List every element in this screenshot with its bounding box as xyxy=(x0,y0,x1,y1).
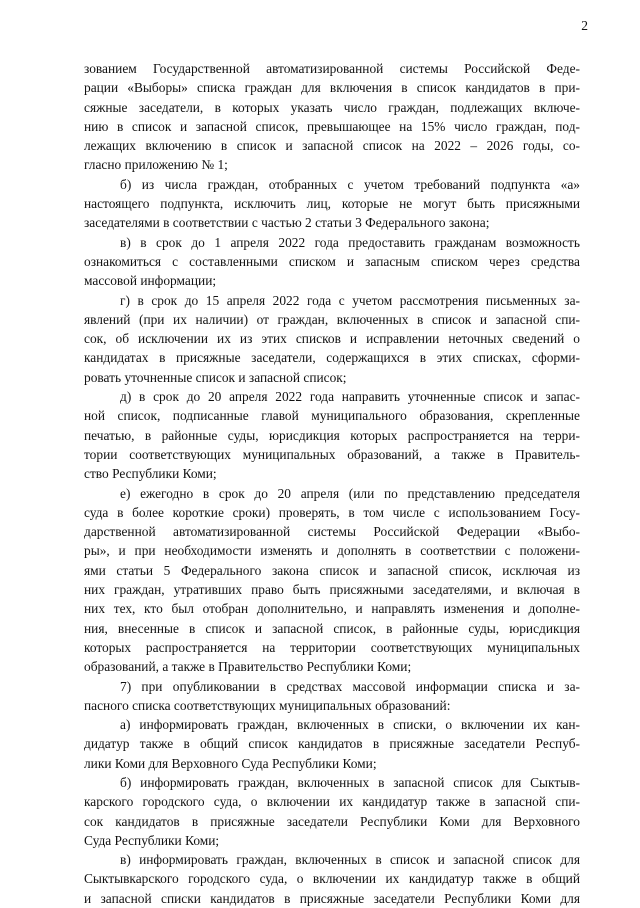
text-line: б) информировать граждан, включенных в запасной список для Сыктыв- xyxy=(120,774,580,790)
text-line: г) в срок до 15 апреля 2022 года с учетом рассмотрения письменных за- xyxy=(120,292,580,308)
text-line: лики Коми для Верховного Суда Республики Коми; xyxy=(84,755,377,771)
text-line: ровать уточненные список и запасной список; xyxy=(84,369,347,385)
text-line: е) ежегодно в срок до 20 апреля (или по представлению председателя xyxy=(120,485,580,501)
text-line: сяжные заседатели, в которых указать число граждан, подлежащих включе- xyxy=(84,99,580,115)
document-body xyxy=(84,59,580,908)
text-line: кандидатах в присяжные заседатели, содержащихся в этих списках, сформи- xyxy=(84,350,580,366)
text-line: сок, об исключении их из этих списков и исправлении неточных сведений о xyxy=(84,331,580,347)
text-line: 7) при опубликовании в средствах массовой информации списка и за- xyxy=(120,678,580,694)
text-line: них граждан, утративших право быть присяжными заседателями, и включая в xyxy=(84,582,580,598)
text-line: в) информировать граждан, включенных в список и запасной список для xyxy=(120,852,580,868)
text-line: которых распространяется на территории соответствующих муниципальных xyxy=(84,639,580,655)
text-line: Сыктывкарского городского суда, о включении их кандидатур также в общий xyxy=(84,871,580,887)
text-line: карского городского суда, о включении их кандидатур также в запасной спи- xyxy=(84,794,580,810)
text-line: Суда Республики Коми; xyxy=(84,832,220,848)
text-line: и запасной списки кандидатов в присяжные заседатели Республики Коми для xyxy=(84,890,580,906)
text-line: них тех, кто был отобран дополнительно, и направлять изменения и дополне- xyxy=(84,601,580,617)
text-line: сок кандидатов в присяжные заседатели Республики Коми для Верховного xyxy=(84,813,580,829)
text-line: ями статьи 5 Федерального закона список и запасной список, исключая из xyxy=(84,562,580,578)
text-line: лежащих включению в список и запасной список на 2022 – 2026 годы, со- xyxy=(84,138,580,154)
text-line: массовой информации; xyxy=(84,273,217,289)
text-line: дарственной автоматизированной системы Российской Федерации «Выбо- xyxy=(84,524,580,540)
text-line: ры», и при необходимости изменять и дополнять в соответствии с положени- xyxy=(84,543,580,559)
text-line: д) в срок до 20 апреля 2022 года направить уточненные список и запас- xyxy=(120,389,580,405)
text-line: настоящего подпункта, исключить лиц, которые не могут быть присяжными xyxy=(84,196,580,212)
text-line: явлений (при их наличии) от граждан, включенных в список и запасной спи- xyxy=(84,311,580,327)
text-line: дидатур также в общий список кандидатов в присяжные заседатели Респуб- xyxy=(84,736,580,752)
text-line: б) из числа граждан, отобранных с учетом требований подпункта «а» xyxy=(120,176,580,192)
text-line: ство Республики Коми; xyxy=(84,466,217,482)
text-line: гласно приложению № 1; xyxy=(84,157,228,173)
text-line: ной список, подписанные главой муниципального образования, скрепленные xyxy=(84,408,580,424)
text-line: а) информировать граждан, включенных в списки, о включении их кан- xyxy=(120,717,580,733)
text-line: зованием Государственной автоматизированной системы Российской Феде- xyxy=(84,61,580,76)
text-line: рации «Выборы» списка граждан для включения в список кандидатов в при- xyxy=(84,80,580,96)
text-line: образований, а также в Правительство Республики Коми; xyxy=(84,659,412,675)
text-line: заседателями в соответствии с частью 2 статьи 3 Федерального закона; xyxy=(84,215,490,231)
text-line: пасного списка соответствующих муниципальных образований: xyxy=(84,697,451,713)
text-line: нию в список и запасной список, превышающее на 15% число граждан, под- xyxy=(84,118,580,134)
text-line: в) в срок до 1 апреля 2022 года предоставить гражданам возможность xyxy=(120,234,580,250)
text-line: тории соответствующих муниципальных образований, а также в Правитель- xyxy=(84,446,580,462)
page-number: 2 xyxy=(581,18,588,33)
text-line: ния, внесенные в список и запасной список, в районные суды, юрисдикция xyxy=(84,620,580,636)
text-line: печатью, в районные суды, юрисдикция которых распространяется на терри- xyxy=(84,427,580,443)
text-line: суда в более короткие сроки) проверять, в том числе с использованием Госу- xyxy=(84,504,580,520)
text-line: ознакомиться с составленными списком и запасным списком через средства xyxy=(84,253,580,269)
